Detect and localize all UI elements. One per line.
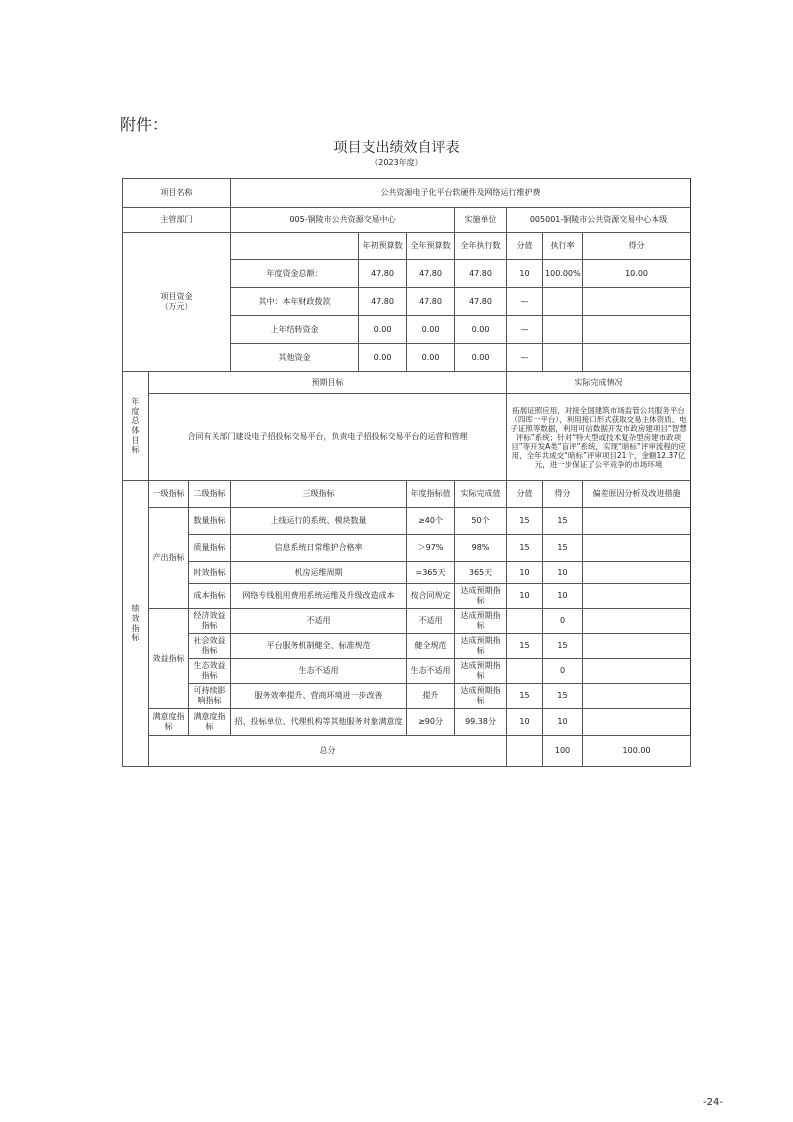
funds-row-full: 47.80 bbox=[407, 288, 455, 316]
perf-header-target: 年度指标值 bbox=[407, 481, 455, 508]
perf-l2: 可持续影响指标 bbox=[189, 684, 231, 709]
funds-row-name: 上年结转资金 bbox=[231, 316, 359, 344]
perf-target: 按合同规定 bbox=[407, 584, 455, 609]
perf-l3: 平台服务机制健全、标准规范 bbox=[231, 634, 407, 659]
perf-note bbox=[583, 535, 691, 562]
funds-row-rate bbox=[543, 316, 583, 344]
perf-note bbox=[583, 508, 691, 535]
perf-weight bbox=[507, 609, 543, 634]
funds-row-score bbox=[583, 316, 691, 344]
perf-l3: 上线运行的系统、模块数量 bbox=[231, 508, 407, 535]
actual-result-text: 拓展证照应用，对接全国建筑市场监管公共服务平台（四库一平台），利用接口形式获取交易主体资质、电子证照等数据，利用可信数据开发市政房建项目“智慧评标”系统；针对“特大型或技术复杂型房建市政项目”等开发A类“盲评”系统，实现“暗标”评审流程的应用，全年共成交“暗标”评审项目21个，金额12.37亿元，进一步保证了公平竞争的市场环境 bbox=[507, 394, 691, 481]
perf-l2: 生态效益指标 bbox=[189, 659, 231, 684]
perf-target: ＞97% bbox=[407, 535, 455, 562]
funds-row-weight: 10 bbox=[507, 260, 543, 288]
perf-score: 10 bbox=[543, 562, 583, 584]
perf-l3: 不适用 bbox=[231, 609, 407, 634]
perf-l2: 数量指标 bbox=[189, 508, 231, 535]
funds-row-full: 0.00 bbox=[407, 316, 455, 344]
perf-note bbox=[583, 684, 691, 709]
actual-result-header: 实际完成情况 bbox=[507, 372, 691, 394]
total-score: 100.00 bbox=[583, 736, 691, 767]
perf-header-score: 得分 bbox=[543, 481, 583, 508]
perf-label-text: 绩效指标 bbox=[131, 604, 140, 643]
perf-note bbox=[583, 634, 691, 659]
benefit-indicator-label: 效益指标 bbox=[149, 609, 189, 709]
perf-actual: 达成预期指标 bbox=[455, 584, 507, 609]
funds-row-name: 年度资金总额： bbox=[231, 260, 359, 288]
project-name-value: 公共资源电子化平台软硬件及网络运行维护费 bbox=[231, 179, 691, 208]
perf-header-note: 偏差原因分析及改进措施 bbox=[583, 481, 691, 508]
funds-row-init: 0.00 bbox=[359, 316, 407, 344]
funds-row-exec: 47.80 bbox=[455, 288, 507, 316]
perf-l2: 满意度指标 bbox=[189, 709, 231, 736]
perf-l2: 成本指标 bbox=[189, 584, 231, 609]
perf-weight: 15 bbox=[507, 535, 543, 562]
funds-row-exec: 47.80 bbox=[455, 260, 507, 288]
perf-note bbox=[583, 609, 691, 634]
funds-row-full: 47.80 bbox=[407, 260, 455, 288]
dept-value: 005-铜陵市公共资源交易中心 bbox=[231, 208, 455, 233]
perf-l3: 机房运维周期 bbox=[231, 562, 407, 584]
dept-label: 主管部门 bbox=[123, 208, 231, 233]
funds-row-name: 其他资金 bbox=[231, 344, 359, 372]
evaluation-table bbox=[122, 178, 691, 767]
funds-row-rate bbox=[543, 344, 583, 372]
goals-label bbox=[123, 372, 149, 481]
perf-score: 0 bbox=[543, 609, 583, 634]
perf-l3: 生态不适用 bbox=[231, 659, 407, 684]
perf-score: 0 bbox=[543, 659, 583, 684]
total-label: 总分 bbox=[149, 736, 507, 767]
perf-label bbox=[123, 481, 149, 767]
perf-score: 10 bbox=[543, 709, 583, 736]
satisfaction-indicator-label: 满意度指标 bbox=[149, 709, 189, 736]
page-title: 项目支出绩效自评表 bbox=[333, 140, 460, 156]
perf-actual: 99.38分 bbox=[455, 709, 507, 736]
funds-header-full: 全年预算数 bbox=[407, 233, 455, 260]
perf-l2: 质量指标 bbox=[189, 535, 231, 562]
project-name-label: 项目名称 bbox=[123, 179, 231, 208]
perf-l2: 时效指标 bbox=[189, 562, 231, 584]
perf-actual: 365天 bbox=[455, 562, 507, 584]
perf-target: 生态不适用 bbox=[407, 659, 455, 684]
perf-target: 健全规范 bbox=[407, 634, 455, 659]
perf-note bbox=[583, 709, 691, 736]
perf-score: 15 bbox=[543, 634, 583, 659]
funds-row-init: 0.00 bbox=[359, 344, 407, 372]
perf-l2: 经济效益指标 bbox=[189, 609, 231, 634]
perf-actual: 50个 bbox=[455, 508, 507, 535]
funds-header-exec: 全年执行数 bbox=[455, 233, 507, 260]
funds-row-init: 47.80 bbox=[359, 288, 407, 316]
perf-l2: 社会效益指标 bbox=[189, 634, 231, 659]
total-blank bbox=[507, 736, 543, 767]
perf-target: 提升 bbox=[407, 684, 455, 709]
unit-value: 005001-铜陵市公共资源交易中心本级 bbox=[507, 208, 691, 233]
perf-actual: 98% bbox=[455, 535, 507, 562]
perf-header-l2: 二级指标 bbox=[189, 481, 231, 508]
expected-goal-header: 预期目标 bbox=[149, 372, 507, 394]
perf-score: 10 bbox=[543, 584, 583, 609]
perf-l3: 服务效率提升、营商环境进一步改善 bbox=[231, 684, 407, 709]
perf-weight: 15 bbox=[507, 634, 543, 659]
perf-l3: 信息系统日常维护合格率 bbox=[231, 535, 407, 562]
page-subtitle: （2023年度） bbox=[370, 158, 423, 167]
funds-row-exec: 0.00 bbox=[455, 344, 507, 372]
perf-actual: 达成预期指标 bbox=[455, 634, 507, 659]
perf-header-l1: 一级指标 bbox=[149, 481, 189, 508]
funds-row-weight: — bbox=[507, 316, 543, 344]
perf-score: 15 bbox=[543, 508, 583, 535]
funds-row-rate bbox=[543, 288, 583, 316]
perf-actual: 达成预期指标 bbox=[455, 659, 507, 684]
funds-row-full: 0.00 bbox=[407, 344, 455, 372]
perf-weight bbox=[507, 659, 543, 684]
funds-row-score: 10.00 bbox=[583, 260, 691, 288]
funds-row-name: 其中：本年财政拨款 bbox=[231, 288, 359, 316]
funds-header-blank bbox=[231, 233, 359, 260]
perf-target: ≥90分 bbox=[407, 709, 455, 736]
perf-score: 15 bbox=[543, 684, 583, 709]
funds-header-init: 年初预算数 bbox=[359, 233, 407, 260]
perf-l3: 招、投标单位、代理机构等其他服务对象满意度 bbox=[231, 709, 407, 736]
funds-header-weight: 分值 bbox=[507, 233, 543, 260]
perf-target: 不适用 bbox=[407, 609, 455, 634]
funds-label-text: 项目资金 （万元） bbox=[160, 292, 193, 311]
perf-l3: 网络专线租用费用系统运维及升级改造成本 bbox=[231, 584, 407, 609]
funds-row-init: 47.80 bbox=[359, 260, 407, 288]
funds-label bbox=[123, 233, 231, 372]
funds-row-rate: 100.00% bbox=[543, 260, 583, 288]
funds-row-score bbox=[583, 288, 691, 316]
funds-header-rate: 执行率 bbox=[543, 233, 583, 260]
perf-header-weight: 分值 bbox=[507, 481, 543, 508]
perf-score: 15 bbox=[543, 535, 583, 562]
funds-row-exec: 0.00 bbox=[455, 316, 507, 344]
perf-weight: 15 bbox=[507, 508, 543, 535]
attachment-label: 附件： bbox=[120, 115, 169, 134]
perf-header-l3: 三级指标 bbox=[231, 481, 407, 508]
output-indicator-label: 产出指标 bbox=[149, 508, 189, 609]
goals-label-text: 年度总体目标 bbox=[131, 397, 140, 455]
perf-note bbox=[583, 584, 691, 609]
perf-weight: 15 bbox=[507, 684, 543, 709]
perf-note bbox=[583, 659, 691, 684]
perf-actual: 达成预期指标 bbox=[455, 684, 507, 709]
perf-target: ≥40个 bbox=[407, 508, 455, 535]
perf-note bbox=[583, 562, 691, 584]
perf-header-actual: 实际完成值 bbox=[455, 481, 507, 508]
perf-weight: 10 bbox=[507, 709, 543, 736]
funds-row-weight: — bbox=[507, 288, 543, 316]
unit-label: 实施单位 bbox=[455, 208, 507, 233]
perf-actual: 达成预期指标 bbox=[455, 609, 507, 634]
funds-row-score bbox=[583, 344, 691, 372]
total-weight: 100 bbox=[543, 736, 583, 767]
expected-goal-text: 合同有关部门建设电子招投标交易平台，负责电子招投标交易平台的运营和管理 bbox=[149, 394, 507, 481]
funds-header-score: 得分 bbox=[583, 233, 691, 260]
perf-target: =365天 bbox=[407, 562, 455, 584]
page-number: -24- bbox=[703, 1097, 723, 1108]
funds-row-weight: — bbox=[507, 344, 543, 372]
perf-weight: 10 bbox=[507, 562, 543, 584]
perf-weight: 10 bbox=[507, 584, 543, 609]
